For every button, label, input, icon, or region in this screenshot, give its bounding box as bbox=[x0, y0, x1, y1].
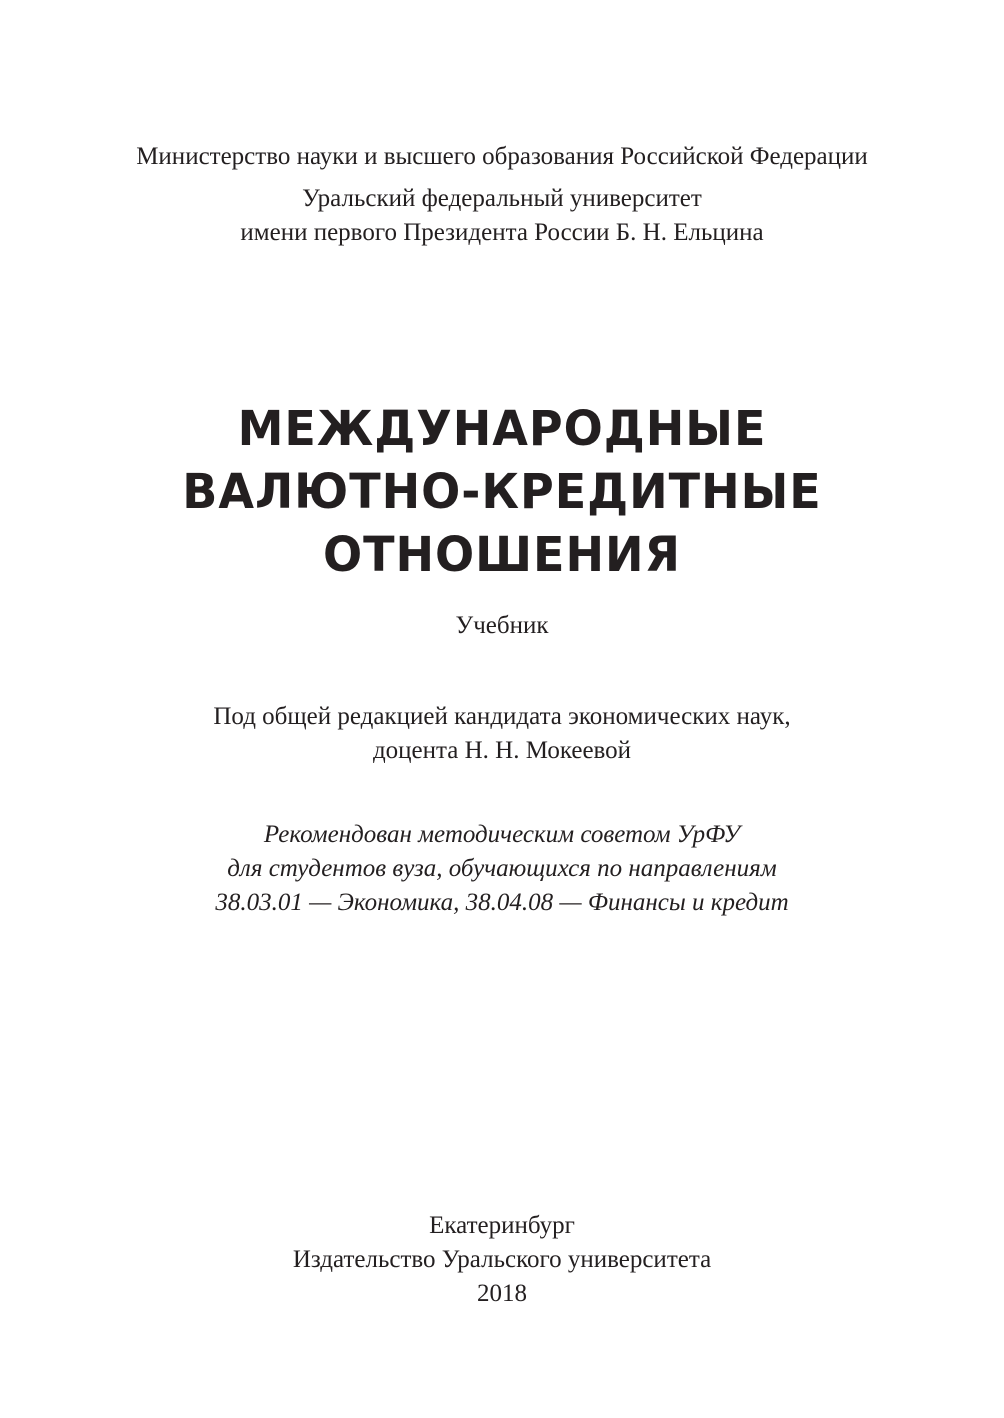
imprint bbox=[0, 1209, 1004, 1311]
recommendation-line-2: для студентов вуза, обучающихся по направлениям bbox=[227, 855, 777, 882]
recommendation-line-1: Рекомендован методическим советом УрФУ bbox=[263, 821, 741, 848]
title-line-2: ВАЛЮТНО-КРЕДИТНЫЕ bbox=[182, 464, 822, 520]
imprint-year: 2018 bbox=[477, 1280, 527, 1307]
university-name bbox=[0, 182, 1004, 250]
editor-line-1: Под общей редакцией кандидата экономических наук, bbox=[213, 703, 791, 730]
title-line-1: МЕЖДУНАРОДНЫЕ bbox=[237, 401, 767, 457]
university-line-2: имени первого Президента России Б. Н. Ельцина bbox=[240, 219, 764, 246]
editor-line-2: доцента Н. Н. Мокеевой bbox=[372, 737, 632, 764]
recommendation-note bbox=[0, 818, 1004, 920]
document-type-label: Учебник bbox=[455, 612, 549, 639]
ministry-line: Министерство науки и высшего образования Российской Федерации bbox=[136, 143, 868, 170]
editor-credit bbox=[0, 700, 1004, 768]
document-type bbox=[0, 609, 1004, 643]
university-line-1: Уральский федеральный университет bbox=[302, 185, 702, 212]
imprint-city: Екатеринбург bbox=[429, 1212, 575, 1239]
ministry-name bbox=[0, 140, 1004, 174]
imprint-publisher: Издательство Уральского университета bbox=[292, 1246, 712, 1273]
title-line-3: ОТНОШЕНИЯ bbox=[322, 527, 681, 583]
book-title bbox=[0, 398, 1004, 587]
recommendation-line-3: 38.03.01 — Экономика, 38.04.08 — Финансы и кредит bbox=[215, 889, 789, 916]
